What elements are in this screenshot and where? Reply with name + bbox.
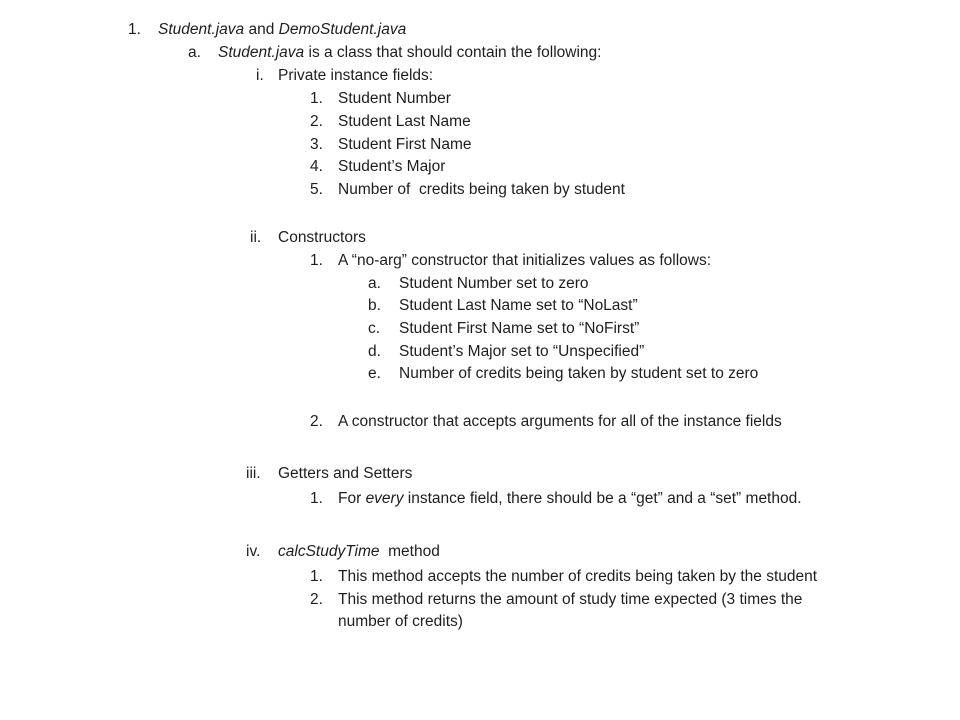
list-marker: ii. (250, 229, 262, 246)
section-heading: calcStudyTime method (278, 543, 440, 560)
list-marker: iv. (246, 543, 261, 560)
section-heading: Private instance fields: (278, 67, 434, 84)
list-marker: i. (256, 67, 264, 84)
list-marker: iii. (246, 465, 261, 482)
item-1a-text: Student.java is a class that should contain the following: (218, 44, 602, 61)
list-marker: 1. (128, 21, 141, 38)
item-1-title: Student.java and DemoStudent.java (158, 21, 407, 38)
section-heading: Getters and Setters (278, 465, 413, 482)
section-heading: Constructors (278, 229, 366, 246)
list-marker: a. (188, 44, 201, 61)
